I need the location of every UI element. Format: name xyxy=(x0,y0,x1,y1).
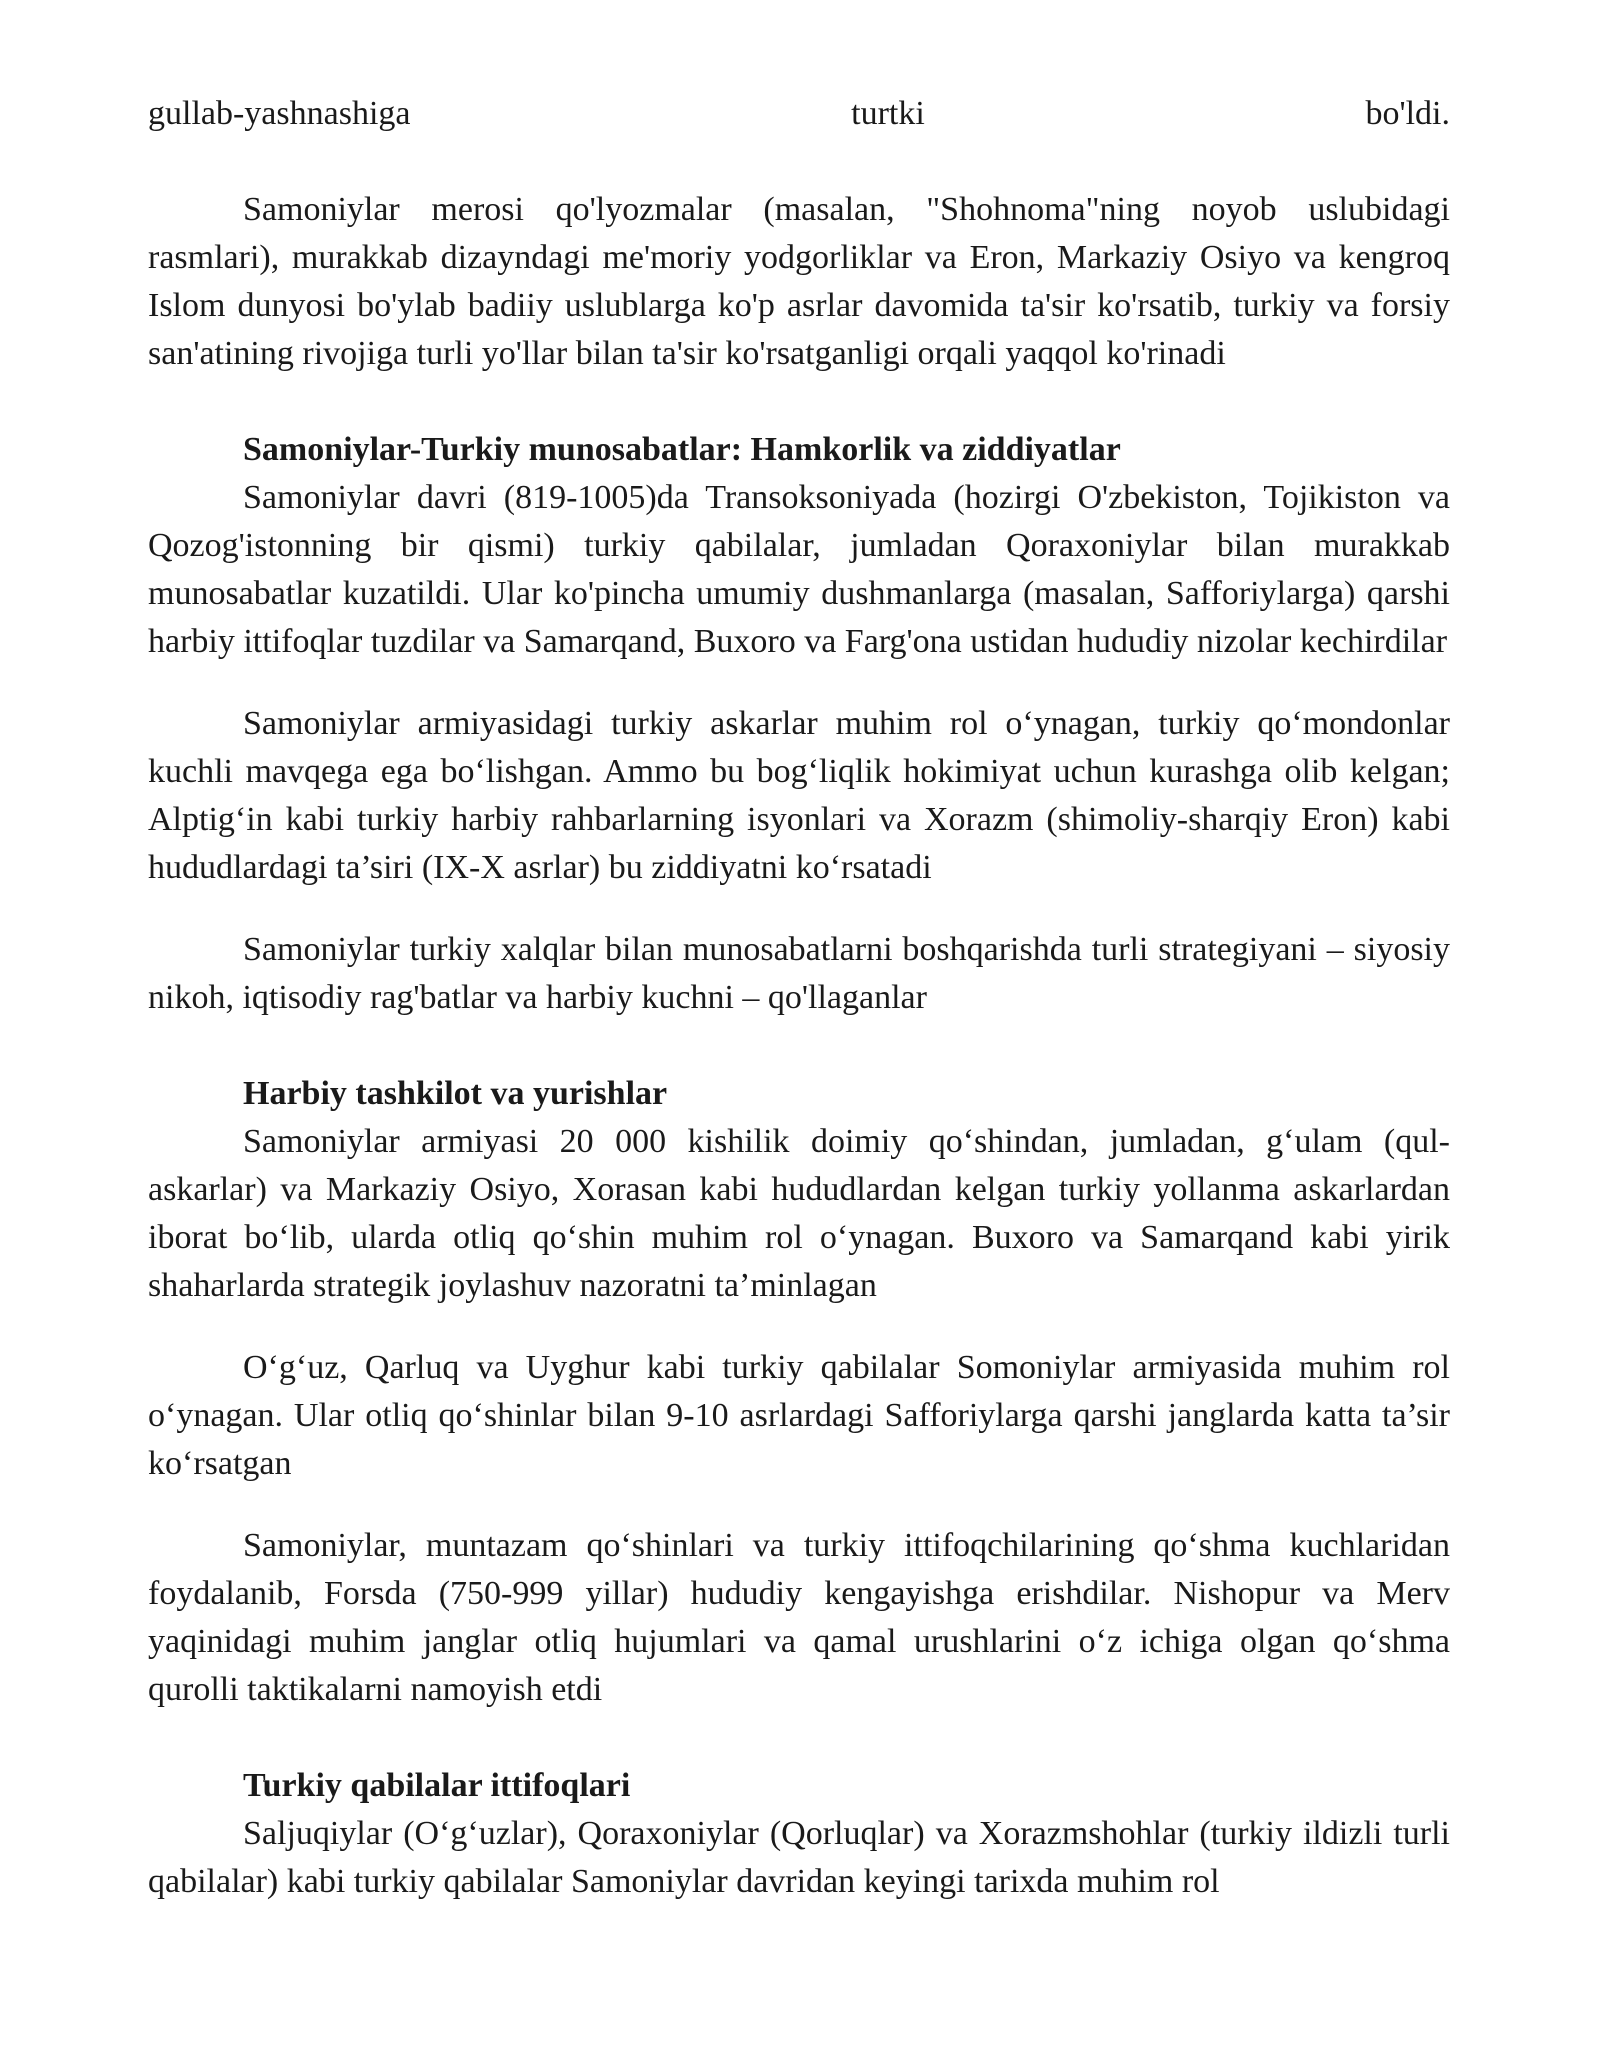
paragraph-tribes-in-army: O‘g‘uz, Qarluq va Uyghur kabi turkiy qabilalar Somoniylar armiyasida muhim rol o‘ynagan. Ular otliq qo‘shinlar bilan 9-10 asrlardagi Safforiylarga qarshi janglarda katta ta’sir ko‘rsatgan xyxy=(148,1349,1450,1482)
paragraph-army: Samoniylar armiyasi 20 000 kishilik doimiy qo‘shindan, jumladan, g‘ulam (qul-askarlar) va Markaziy Osiyo, Xorasan kabi hududlardan kelgan turkiy yollanma askarlardan iborat bo‘lib, ularda otliq qo‘shin muhim rol o‘ynagan. Buxoro va Samarqand kabi yirik shaharlarda strategik joylashuv nazoratni ta’minlagan xyxy=(148,1123,1450,1304)
heading-samanid-turkic-relations: Samoniylar-Turkiy munosabatlar: Hamkorlik va ziddiyatlar xyxy=(243,431,1121,468)
continued-line xyxy=(148,90,1450,138)
continued-word-2: turtki xyxy=(851,95,925,132)
document-page xyxy=(148,90,1450,1906)
continued-word-1: gullab-yashnashiga xyxy=(148,95,411,132)
paragraph-turkic-soldiers: Samoniylar armiyasidagi turkiy askarlar muhim rol o‘ynagan, turkiy qo‘mondonlar kuchli mavqega ega bo‘lishgan. Ammo bu bog‘liqlik hokimiyat uchun kurashga olib kelgan; Alptig‘in kabi turkiy harbiy rahbarlarning isyonlari va Xorazm (shimoliy-sharqiy Eron) kabi hududlardagi ta’siri (IX-X asrlar) bu ziddiyatni ko‘rsatadi xyxy=(148,705,1450,886)
heading-military-organization: Harbiy tashkilot va yurishlar xyxy=(243,1075,668,1112)
continued-word-3: bo'ldi. xyxy=(1365,95,1450,132)
paragraph-expansion: Samoniylar, muntazam qo‘shinlari va turkiy ittifoqchilarining qo‘shma kuchlaridan foydalanib, Forsda (750-999 yillar) hududiy kengayishga erishdilar. Nishopur va Merv yaqinidagi muhim janglar otliq hujumlari va qamal urushlarini o‘z ichiga olgan qo‘shma qurolli taktikalarni namoyish etdi xyxy=(148,1527,1450,1708)
paragraph-strategies: Samoniylar turkiy xalqlar bilan munosabatlarni boshqarishda turli strategiyani – siyosiy nikoh, iqtisodiy rag'batlar va harbiy kuchni – qo'llaganlar xyxy=(148,931,1450,1016)
paragraph-alliances: Saljuqiylar (O‘g‘uzlar), Qoraxoniylar (Qorluqlar) va Xorazmshohlar (turkiy ildizli turli qabilalar) kabi turkiy qabilalar Samoniylar davridan keyingi tarixda muhim rol xyxy=(148,1815,1450,1900)
paragraph-relations-intro: Samoniylar davri (819-1005)da Transoksoniyada (hozirgi O'zbekiston, Tojikiston va Qozog'istonning bir qismi) turkiy qabilalar, jumladan Qoraxoniylar bilan murakkab munosabatlar kuzatildi. Ular ko'pincha umumiy dushmanlarga (masalan, Safforiylarga) qarshi harbiy ittifoqlar tuzdilar va Samarqand, Buxoro va Farg'ona ustidan hududiy nizolar kechirdilar xyxy=(148,479,1450,660)
heading-tribal-alliances: Turkiy qabilalar ittifoqlari xyxy=(243,1767,631,1804)
paragraph-legacy: Samoniylar merosi qo'lyozmalar (masalan, "Shohnoma"ning noyob uslubidagi rasmlari), murakkab dizayndagi me'moriy yodgorliklar va Eron, Markaziy Osiyo va kengroq Islom dunyosi bo'ylab badiiy uslublarga ko'p asrlar davomida ta'sir ko'rsatib, turkiy va forsiy san'atining rivojiga turli yo'llar bilan ta'sir ko'rsatganligi orqali yaqqol ko'rinadi xyxy=(148,191,1450,372)
